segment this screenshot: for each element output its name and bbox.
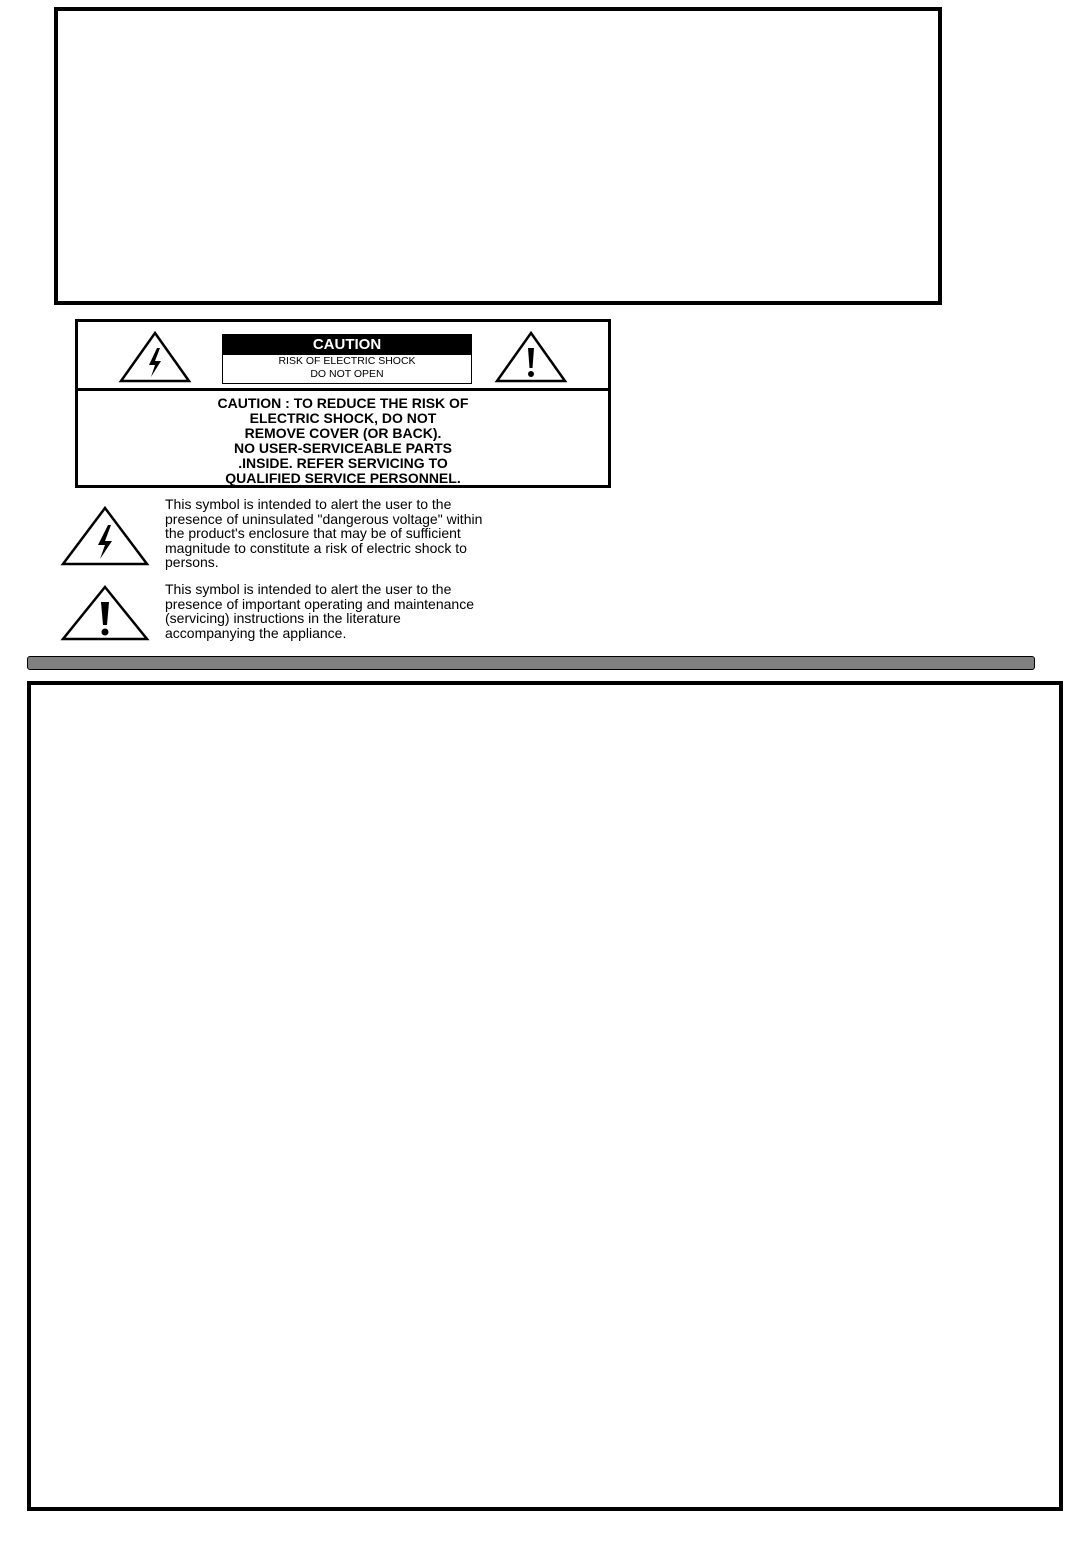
lightning-warning-icon: [60, 505, 150, 567]
symbol-row-instructions: [60, 582, 640, 642]
symbol-row-voltage: [60, 497, 640, 569]
caution-body-line: NO USER-SERVICEABLE PARTS: [233, 440, 453, 456]
caution-subtitle-1: RISK OF ELECTRIC SHOCK: [278, 355, 416, 367]
symbol-description: This symbol is intended to alert the user to the presence of important operating and maintenance (servicing) instructions in the literature accompanying the appliance.: [165, 581, 474, 641]
caution-subtitle-2: DO NOT OPEN: [310, 368, 384, 380]
caution-body-line: CAUTION : TO REDUCE THE RISK OF: [217, 395, 469, 411]
caution-body-line: QUALIFIED SERVICE PERSONNEL.: [225, 470, 461, 486]
caution-label-header: [78, 322, 608, 391]
caution-body-line: .INSIDE. REFER SERVICING TO: [238, 455, 448, 471]
caution-body-line: ELECTRIC SHOCK, DO NOT: [249, 410, 437, 426]
top-empty-box: [54, 7, 942, 305]
caution-body-line: REMOVE COVER (OR BACK).: [244, 425, 442, 441]
caution-title: CAUTION: [223, 335, 471, 355]
caution-head-box: [222, 334, 472, 384]
caution-label: [75, 319, 611, 488]
section-divider: [27, 656, 1035, 670]
exclamation-warning-icon: [60, 584, 150, 642]
exclamation-warning-icon: [494, 330, 568, 384]
lightning-warning-icon: [118, 330, 192, 384]
symbol-description: This symbol is intended to alert the user to the presence of uninsulated "dangerous voltage" within the product's enclosure that may be of sufficient magnitude to constitute a risk of electric shock to persons.: [165, 496, 483, 570]
caution-body: [78, 396, 608, 486]
bottom-empty-box: [27, 681, 1063, 1511]
